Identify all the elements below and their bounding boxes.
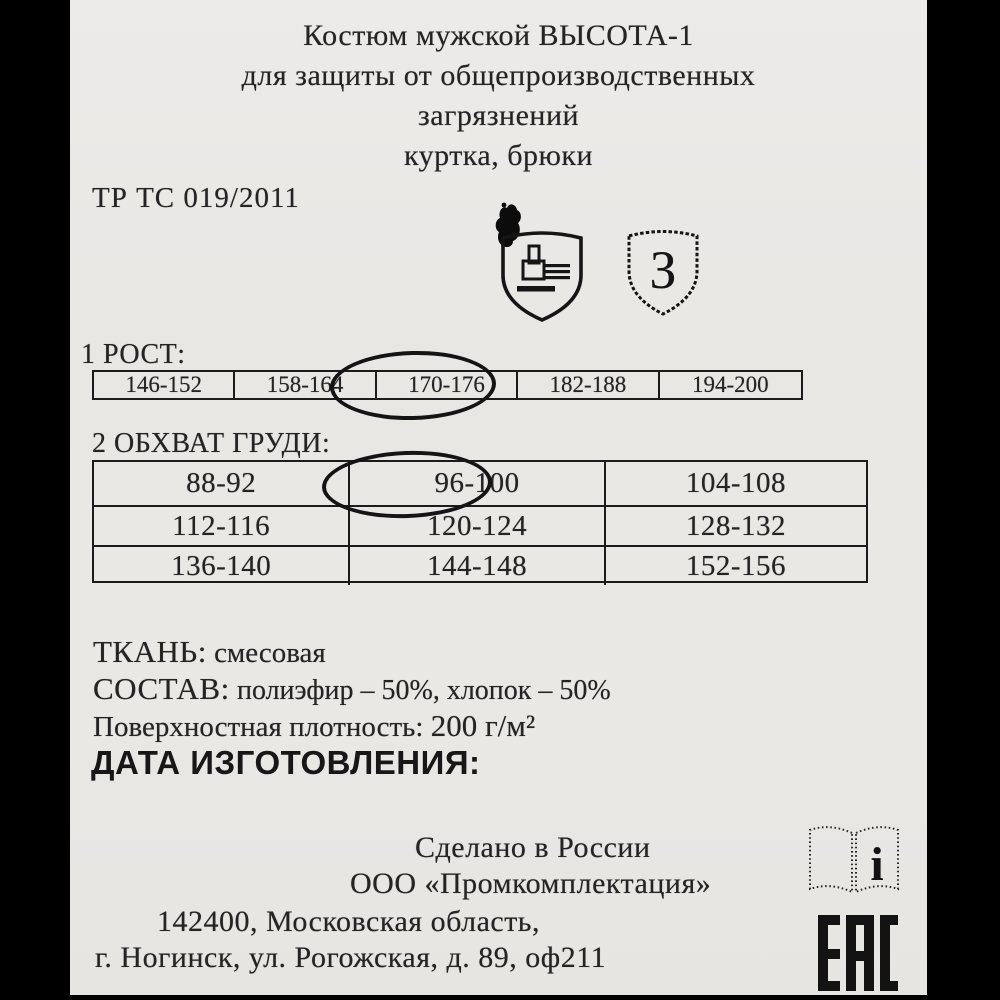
product-title-line2: для защиты от общепроизводственных xyxy=(241,59,756,92)
density-line xyxy=(93,708,535,744)
height-cell: 182-188 xyxy=(518,372,659,398)
company-name-line: ООО «Промкомплектация» xyxy=(350,867,712,900)
product-title-line3: загрязнений xyxy=(417,99,580,132)
eac-mark xyxy=(818,915,898,991)
protection-shield-abrasion-icon xyxy=(498,224,586,324)
composition-line xyxy=(93,671,611,707)
product-title-line1: Костюм мужской ВЫСОТА-1 xyxy=(303,19,694,52)
height-section-label: 1 РОСТ: xyxy=(81,339,186,370)
chest-cell: 112-116 xyxy=(94,507,350,547)
chest-cell: 120-124 xyxy=(350,507,606,547)
regulation-code: ТР ТС 019/2011 xyxy=(92,182,300,214)
fabric-value: смесовая xyxy=(214,637,326,669)
chest-cell: 128-132 xyxy=(606,507,866,547)
height-cell: 158-164 xyxy=(235,372,376,398)
address-line2: г. Ногинск, ул. Рогожская, д. 89, оф211 xyxy=(95,941,607,974)
address-line1: 142400, Московская область, xyxy=(157,905,540,938)
product-title-block xyxy=(70,16,927,176)
chest-cell: 88-92 xyxy=(94,462,350,507)
fabric-label: ТКАНЬ: xyxy=(93,634,207,669)
made-in-line: Сделано в России xyxy=(415,831,651,864)
chest-cell: 152-156 xyxy=(685,549,786,582)
density-value: 200 г/м² xyxy=(430,708,536,743)
selected-height-circle xyxy=(329,349,497,422)
info-booklet-icon xyxy=(800,820,908,904)
composition-value: полиэфир – 50%, хлопок – 50% xyxy=(236,675,611,706)
composition-label: СОСТАВ: xyxy=(93,671,230,706)
protection-shield-z-icon xyxy=(624,223,702,317)
manufacture-date-label: ДАТА ИЗГОТОВЛЕНИЯ: xyxy=(91,744,481,781)
info-letter: i xyxy=(870,838,884,891)
chest-cell: 104-108 xyxy=(606,462,866,507)
thumb-press-pictogram xyxy=(517,246,570,292)
chest-cell: 136-140 xyxy=(94,547,350,585)
chest-section-label: 2 ОБХВАТ ГРУДИ: xyxy=(92,428,331,459)
fabric-line xyxy=(93,634,326,670)
protection-class-letter: З xyxy=(649,240,677,300)
chest-cell: 144-148 xyxy=(350,547,606,585)
height-cell: 146-152 xyxy=(94,372,235,398)
garment-label xyxy=(70,0,927,995)
height-cell: 194-200 xyxy=(691,372,769,397)
product-title-line4: куртка, брюки xyxy=(403,139,594,172)
height-cell-selected: 170-176 xyxy=(377,372,518,398)
density-label: Поверхностная плотность: xyxy=(93,711,424,743)
chest-cell-selected: 96-100 xyxy=(350,462,606,507)
